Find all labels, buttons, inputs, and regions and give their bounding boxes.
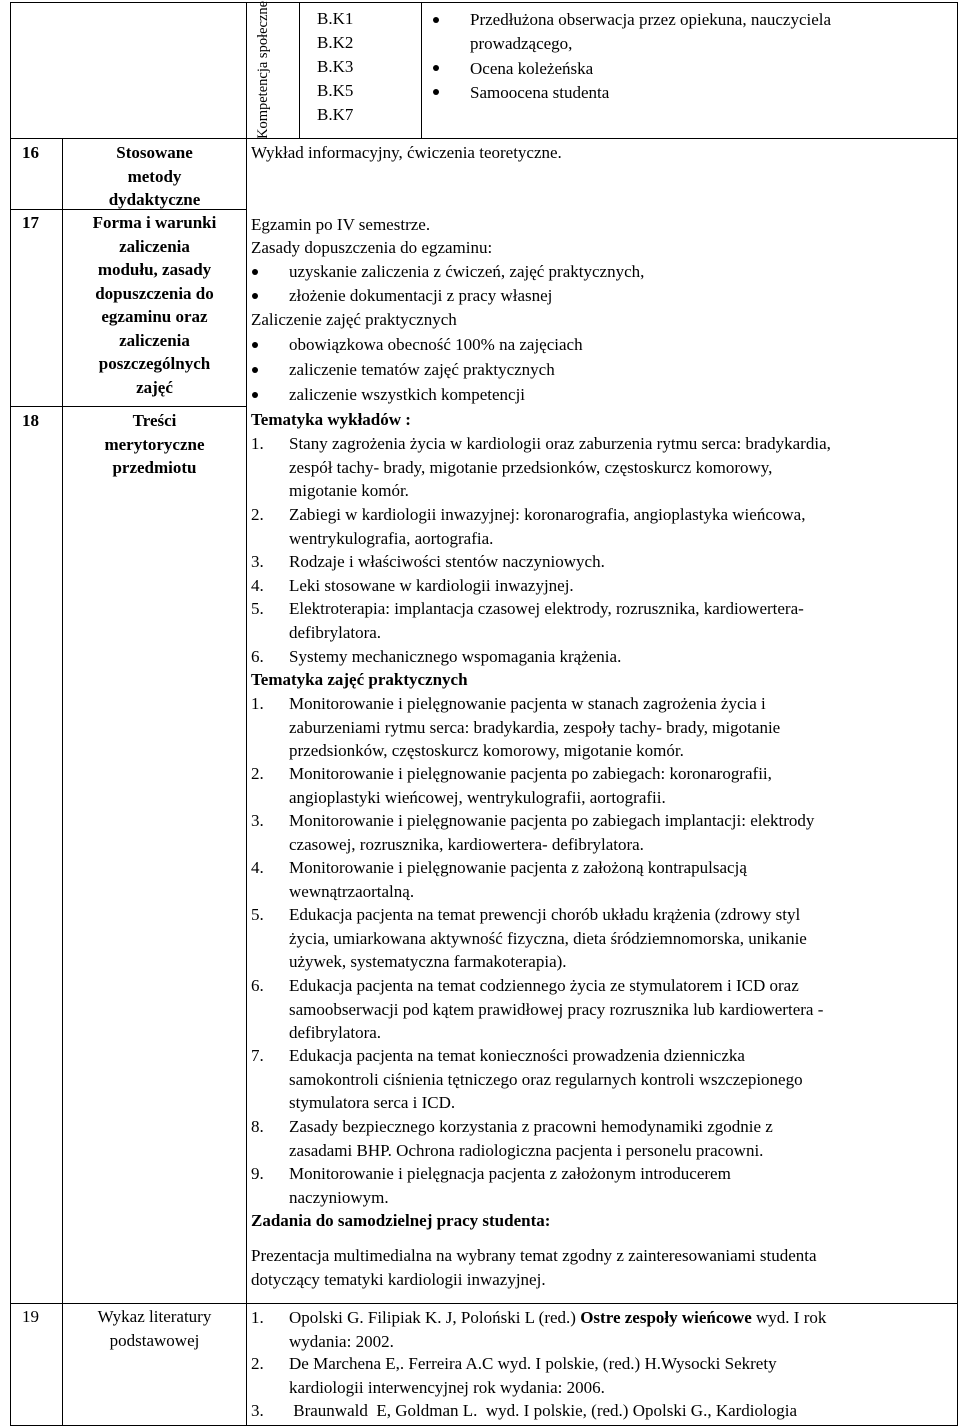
method-text: Przedłużona obserwacja przez opiekuna, nauczyciela: [470, 10, 832, 29]
list-number: 2.: [251, 764, 264, 783]
list-number: 8.: [251, 1117, 264, 1136]
list-item: Monitorowanie i pielęgnowanie pacjenta po zabiegach: koronarografii, angioplastyki wieńcowej, wentrykulografii, aortografii.: [289, 764, 772, 807]
exam-bullet: zaliczenie wszystkich kompetencji: [289, 385, 526, 404]
list-item: Leki stosowane w kardiologii inwazyjnej.: [289, 576, 574, 595]
list-number: 3.: [251, 811, 264, 830]
list-item: Monitorowanie i pielęgnowanie pacjenta po zabiegach implantacji: elektrody czasowej, rozrusznika, kardiowertera- defibrylatora.: [289, 811, 815, 854]
competence-code: B.K5: [317, 81, 354, 100]
list-item: Zabiegi w kardiologii inwazyjnej: koronarografia, angioplastyka wieńcowa, wentrykulografia, aortografia.: [289, 505, 806, 548]
list-number: 1.: [251, 694, 264, 713]
literature-item: Opolski G. Filipiak K. J, Poloński L (red.) Ostre zespoły wieńcowe wyd. I rok wydania: 2002.: [289, 1308, 827, 1351]
exam-bullet: złożenie dokumentacji z pracy własnej: [289, 286, 553, 305]
list-number: 6.: [251, 647, 264, 666]
list-number: 1.: [251, 434, 264, 453]
competence-category: Kompetencja społeczne: [255, 0, 271, 139]
list-item: Stany zagrożenia życia w kardiologii oraz zaburzenia rytmu serca: bradykardia, zespół tachy- brady, migotanie przedsionków, częstoskurcz komorowy, migotanie komór.: [289, 434, 831, 500]
row-number: 19: [22, 1307, 39, 1326]
bullet-icon: [252, 293, 258, 299]
list-number: 5.: [251, 599, 264, 618]
table-line: [10, 2, 957, 3]
list-item: Systemy mechanicznego wspomagania krążenia.: [289, 647, 622, 666]
row-number: 18: [22, 411, 39, 430]
literature-item: Braunwald E, Goldman L. wyd. I polskie, (red.) Opolski G., Kardiologia: [289, 1401, 798, 1420]
exam-bullet: uzyskanie zaliczenia z ćwiczeń, zajęć praktycznych,: [289, 262, 645, 281]
literature-item: De Marchena E,. Ferreira A.C wyd. I polskie, (red.) H.Wysocki Sekrety kardiologii interwencyjnej rok wydania: 2006.: [289, 1354, 777, 1397]
row-number: 16: [22, 143, 39, 162]
row-label: Stosowane metody dydaktyczne: [108, 143, 201, 209]
table-line: [421, 2, 422, 138]
list-item: Edukacja pacjenta na temat prewencji chorób układu krążenia (zdrowy styl życia, umiarkowana aktywność fizyczna, dieta śródziemnomorska, unikanie używek, systematyczna farmakoterapia).: [289, 905, 807, 971]
list-item: Monitorowanie i pielęgnacja pacjenta z założonym introducerem naczyniowym.: [289, 1164, 731, 1207]
competence-code: B.K3: [317, 57, 354, 76]
methods-content: Wykład informacyjny, ćwiczenia teoretyczne.: [251, 143, 562, 162]
practical-heading: Tematyka zajęć praktycznych: [251, 670, 468, 689]
row-number: 17: [22, 213, 39, 232]
table-line: [10, 1303, 957, 1304]
list-item: Elektroterapia: implantacja czasowej elektrody, rozrusznika, kardiowertera- defibrylatora.: [289, 599, 804, 642]
table-line: [10, 1425, 957, 1426]
bullet-icon: [433, 17, 439, 23]
method-text: Ocena koleżeńska: [470, 59, 594, 78]
list-number: 5.: [251, 905, 264, 924]
row-label: Wykaz literatury podstawowej: [97, 1307, 212, 1350]
list-number: 2.: [251, 505, 264, 524]
competence-code: B.K1: [317, 9, 354, 28]
row-label: Treści merytoryczne przedmiotu: [104, 411, 205, 477]
list-number: 3.: [251, 1401, 264, 1420]
method-text: prowadzącego,: [470, 34, 573, 53]
exam-text: Zasady dopuszczenia do egzaminu:: [251, 238, 493, 257]
list-item: Edukacja pacjenta na temat codziennego życia ze stymulatorem i ICD oraz samoobserwacji pod kątem prawidłowej pracy rozrusznika lub kardiowertera - defibrylatora.: [289, 976, 824, 1042]
list-number: 6.: [251, 976, 264, 995]
table-line: [10, 406, 246, 407]
bullet-icon: [252, 342, 258, 348]
list-number: 1.: [251, 1308, 264, 1327]
selfwork-heading: Zadania do samodzielnej pracy studenta:: [251, 1211, 551, 1230]
list-item: Monitorowanie i pielęgnowanie pacjenta w stanach zagrożenia życia i zaburzeniami rytmu serca: bradykardia, zespoły tachy- brady, migotanie przedsionków, częstoskurcz komorowy, migotanie komór.: [289, 694, 781, 760]
bullet-icon: [433, 65, 439, 71]
selfwork-text: Prezentacja multimedialna na wybrany temat zgodny z zainteresowaniami studenta dotyczący tematyki kardiologii inwazyjnej.: [251, 1246, 817, 1289]
bullet-icon: [252, 367, 258, 373]
list-number: 3.: [251, 552, 264, 571]
list-number: 9.: [251, 1164, 264, 1183]
table-line: [299, 2, 300, 138]
method-text: Samoocena studenta: [470, 83, 610, 102]
exam-bullet: zaliczenie tematów zajęć praktycznych: [289, 360, 555, 379]
list-item: Edukacja pacjenta na temat konieczności prowadzenia dzienniczka samokontroli ciśnienia tętniczego oraz regularnych kontroli wszczepionego stymulatora serca i ICD.: [289, 1046, 803, 1112]
table-line: [246, 2, 247, 1426]
table-line: [957, 2, 958, 1426]
table-line: [10, 2, 11, 1426]
list-item: Monitorowanie i pielęgnowanie pacjenta z założoną kontrapulsacją wewnątrzaortalną.: [289, 858, 747, 901]
competence-code: B.K2: [317, 33, 354, 52]
exam-bullet: obowiązkowa obecność 100% na zajęciach: [289, 335, 583, 354]
lectures-heading: Tematyka wykładów :: [251, 410, 411, 429]
bullet-icon: [252, 269, 258, 275]
list-number: 4.: [251, 858, 264, 877]
row-label: Forma i warunki zaliczenia modułu, zasady dopuszczenia do egzaminu oraz zaliczenia poszczególnych zajęć: [92, 213, 217, 397]
list-number: 7.: [251, 1046, 264, 1065]
exam-text: Egzamin po IV semestrze.: [251, 215, 431, 234]
bullet-icon: [252, 392, 258, 398]
competence-code: B.K7: [317, 105, 354, 124]
exam-text: Zaliczenie zajęć praktycznych: [251, 310, 457, 329]
bullet-icon: [433, 89, 439, 95]
list-item: Rodzaje i właściwości stentów naczyniowych.: [289, 552, 605, 571]
list-number: 2.: [251, 1354, 264, 1373]
table-line: [10, 138, 957, 139]
list-number: 4.: [251, 576, 264, 595]
list-item: Zasady bezpiecznego korzystania z pracowni hemodynamiki zgodnie z zasadami BHP. Ochrona radiologiczna pacjenta i personelu pracowni.: [289, 1117, 773, 1160]
